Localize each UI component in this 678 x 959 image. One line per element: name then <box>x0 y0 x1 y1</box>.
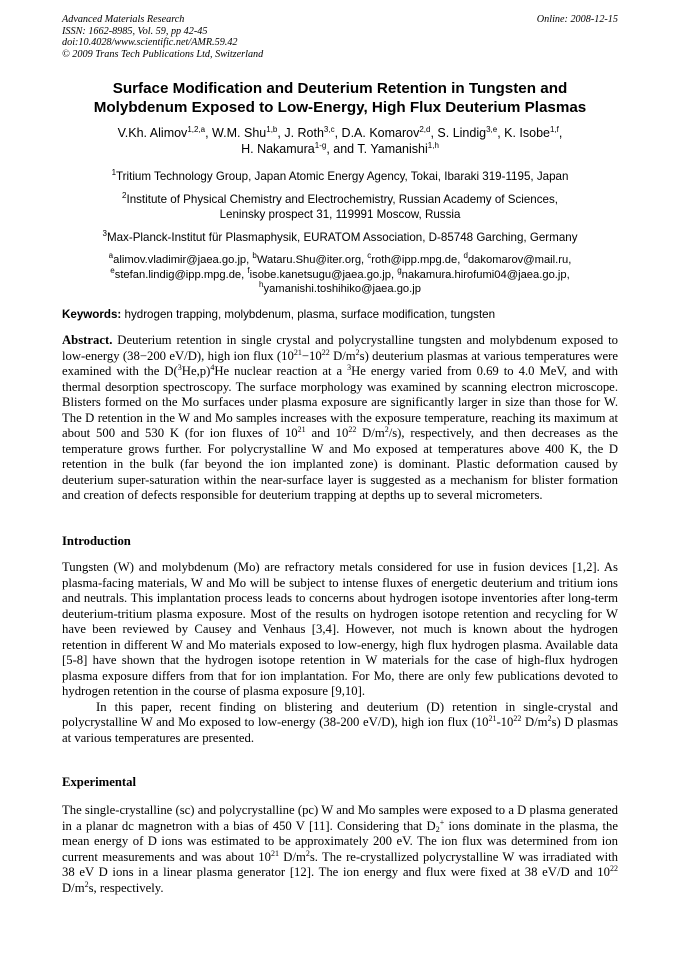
author-name: , K. Isobe <box>497 126 550 140</box>
abstract-text: D/m <box>356 426 385 441</box>
author-line-2 <box>62 141 618 157</box>
journal-header <box>62 14 618 60</box>
superscript: 2 <box>84 879 89 889</box>
text-run: ions dominate in the plasma, the mean energy of D ions was estimated to be approximately 200 eV. The ion flux was determined from ion current measurements and was about 10 <box>62 818 618 864</box>
author-name: , J. Roth <box>277 126 324 140</box>
affiliation-number: 1 <box>111 168 117 177</box>
section-heading-experimental: Experimental <box>62 775 137 789</box>
email-mark: a <box>108 251 114 260</box>
email-address: isobe.kanetsugu@jaea.go.jp, <box>249 268 398 281</box>
keywords-label: Keywords: <box>62 308 122 321</box>
text-run: D/m <box>278 849 306 864</box>
superscript: 3 <box>177 363 182 373</box>
keywords-text: hydrogen trapping, molybdenum, plasma, surface modification, tungsten <box>121 308 496 321</box>
experimental-section <box>62 803 618 896</box>
introduction-section <box>62 560 618 747</box>
superscript: 21 <box>488 714 497 724</box>
online-date: Online: 2008-12-15 <box>536 14 618 25</box>
author-affil-mark: 3,c <box>323 125 335 134</box>
email-address: alimov.vladimir@jaea.go.jp, <box>113 254 253 266</box>
keywords <box>62 307 618 322</box>
author-name: V.Kh. Alimov <box>117 126 188 140</box>
abstract-text: He energy varied from 0.69 to 4.0 MeV, and with thermal desorption spectroscopy. The surface morphology was examined by scanning electron microscope. Blisters formed on the Mo surfaces under plasma exposure are significantly larger in size than those for W. The D retention in the W and Mo samples increases with the exposure temperature, reaching its maximum at about 500 and 530 K (for ion fluxes of 10 <box>62 364 618 441</box>
text-run: In this paper, recent finding on blistering and deuterium (D) retention in single-crystal and polycrystalline W and Mo exposed to low-energy (38-200 eV/D), high ion flux (10 <box>62 699 618 730</box>
author-affil-mark: 1,f <box>550 125 559 134</box>
author-affil-mark: 2,d <box>419 125 431 134</box>
author-affil-mark: 1,b <box>266 125 278 134</box>
text-run: -10 <box>496 715 514 730</box>
superscript: 2 <box>384 425 389 435</box>
superscript: 22 <box>610 864 618 874</box>
abstract-text: s) deuterium plasmas at various temperatures were examined with the D( <box>62 348 618 379</box>
email-address: dakomarov@mail.ru, <box>467 254 572 266</box>
paper-title <box>62 80 618 117</box>
email-mark: h <box>259 280 264 290</box>
author-name: , S. Lindig <box>430 126 487 140</box>
superscript: 2 <box>355 347 360 357</box>
title-line-1: Surface Modification and Deuterium Retention in Tungsten and <box>112 80 568 97</box>
abstract <box>62 333 618 504</box>
paragraph <box>62 700 618 747</box>
journal-issn: ISSN: 1662-8985, Vol. 59, pp 42-45 <box>62 25 208 37</box>
author-affil-mark: 1-g <box>314 141 327 150</box>
email-mark: c <box>367 251 372 260</box>
section-heading-introduction: Introduction <box>62 534 131 548</box>
email-address: roth@ipp.mpg.de, <box>371 254 464 266</box>
text-run: s) D plasmas at various temperatures are presented. <box>62 715 619 746</box>
author-name: , D.A. Komarov <box>334 126 420 140</box>
author-line-1 <box>62 125 618 141</box>
superscript: 21 <box>293 347 302 357</box>
affiliation-1 <box>62 169 618 184</box>
affiliation-3 <box>62 230 618 245</box>
email-mark: b <box>252 251 257 260</box>
superscript: 4 <box>210 363 215 373</box>
text-run: D/m <box>62 880 85 895</box>
abstract-text: He,p) <box>181 364 211 379</box>
abstract-text: and 10 <box>305 426 349 441</box>
affiliation-2 <box>62 192 618 222</box>
email-address: Wataru.Shu@iter.org, <box>256 254 368 266</box>
email-address: yamanishi.toshihiko@jaea.go.jp <box>263 283 421 296</box>
author-separator: , <box>558 126 563 140</box>
text-run: D/m <box>521 715 548 730</box>
author-affil-mark: 3,e <box>486 125 498 134</box>
author-list <box>62 125 618 157</box>
text-run: The single-crystalline (sc) and polycrystalline (pc) W and Mo samples were exposed to a D plasma generated in a planar dc magnetron with a bias of 450 V [11]. Considering that D <box>62 803 618 833</box>
author-name: H. Nakamura <box>241 142 315 156</box>
email-mark: g <box>397 265 402 275</box>
superscript: + <box>439 817 445 827</box>
affiliation-text: Institute of Physical Chemistry and Electrochemistry, Russian Academy of Sciences, <box>126 193 558 206</box>
author-name: , W.M. Shu <box>205 126 267 140</box>
abstract-text: D/m <box>329 348 356 363</box>
superscript: 21 <box>270 848 279 858</box>
journal-name: Advanced Materials Research <box>62 14 185 25</box>
email-address: nakamura.hirofumi04@jaea.go.jp, <box>401 268 570 281</box>
superscript: 22 <box>513 714 522 724</box>
abstract-text: −10 <box>301 348 322 363</box>
journal-copyright: © 2009 Trans Tech Publications Ltd, Switzerland <box>62 48 264 60</box>
affiliation-number: 3 <box>102 229 107 238</box>
affiliation-text: Max-Planck-Institut für Plasmaphysik, EURATOM Association, D-85748 Garching, Germany <box>106 231 578 244</box>
abstract-text: He nuclear reaction at a <box>214 364 348 379</box>
author-affil-mark: 1,h <box>427 141 439 150</box>
abstract-label: Abstract. <box>62 333 113 347</box>
journal-doi: doi:10.4028/www.scientific.net/AMR.59.42 <box>62 37 238 49</box>
superscript: 2 <box>547 714 552 724</box>
affiliation-text: Tritium Technology Group, Japan Atomic Energy Agency, Tokai, Ibaraki 319-1195, Japan <box>116 170 569 183</box>
title-line-2: Molybdenum Exposed to Low-Energy, High Flux Deuterium Plasmas <box>93 98 587 116</box>
email-list <box>62 253 618 297</box>
paragraph: Tungsten (W) and molybdenum (Mo) are refractory metals considered for use in fusion devices [1,2]. As plasma-facing materials, W and Mo will be subject to intense fluxes of energetic deuterium and tritium ions and neutrals. This implantation process leads to concerns about hydrogen isotope inventories after long-term deuterium-tritium plasma exposure. Most of the results on hydrogen isotope retention and recycling for W have been reviewed by Causey and Venhaus [3,4]. However, not much is known about the hydrogen retention in different W and Mo materials exposed to low-energy, high flux hydrogen plasma. Available data [5-8] have shown that the hydrogen isotope retention in W materials for the case of high-flux hydrogen plasma exposure differs from that for ion implantation. For Mo, there are only few publications devoted to hydrogen retention in the course of plasma exposure [9,10]. <box>62 560 618 699</box>
superscript: 2 <box>305 848 310 858</box>
superscript: 22 <box>348 425 357 435</box>
author-affil-mark: 1,2,a <box>187 125 206 134</box>
superscript: 22 <box>321 347 330 357</box>
affiliation-text: Leninsky prospect 31, 119991 Moscow, Russia <box>219 208 461 221</box>
email-mark: e <box>110 265 115 275</box>
superscript: 21 <box>297 425 306 435</box>
text-run: s. The re-crystallized polycrystalline W was irradiated with 38 eV D ions in a linear plasma generator [12]. The ion energy and flux were fixed at 38 eV/D and 10 <box>62 849 618 880</box>
email-mark: f <box>247 265 250 275</box>
superscript: 3 <box>347 363 352 373</box>
author-name: , and T. Yamanishi <box>326 142 428 156</box>
abstract-text: /s), respectively, and then decreases as the temperature grows further. For polycrystalline W and Mo exposed at temperatures above 400 K, the D retention in the bulk (far beyond the ion implanted zone) is dominant. Plastic deformation caused by deuterium super-saturation within the near-surface layer is suggested as a mechanism for blister formation and creation of defects responsible for deuterium trapping at depths up to several micrometers. <box>62 426 618 503</box>
text-run: s, respectively. <box>88 880 164 895</box>
email-mark: d <box>463 251 468 260</box>
affiliation-number: 2 <box>122 191 127 200</box>
subscript: 2 <box>435 824 440 834</box>
email-address: stefan.lindig@ipp.mpg.de, <box>114 268 248 281</box>
abstract-text: Deuterium retention in single crystal and polycrystalline tungsten and molybdenum exposed to low-energy (38−200 eV/D), high ion flux (10 <box>62 333 618 363</box>
